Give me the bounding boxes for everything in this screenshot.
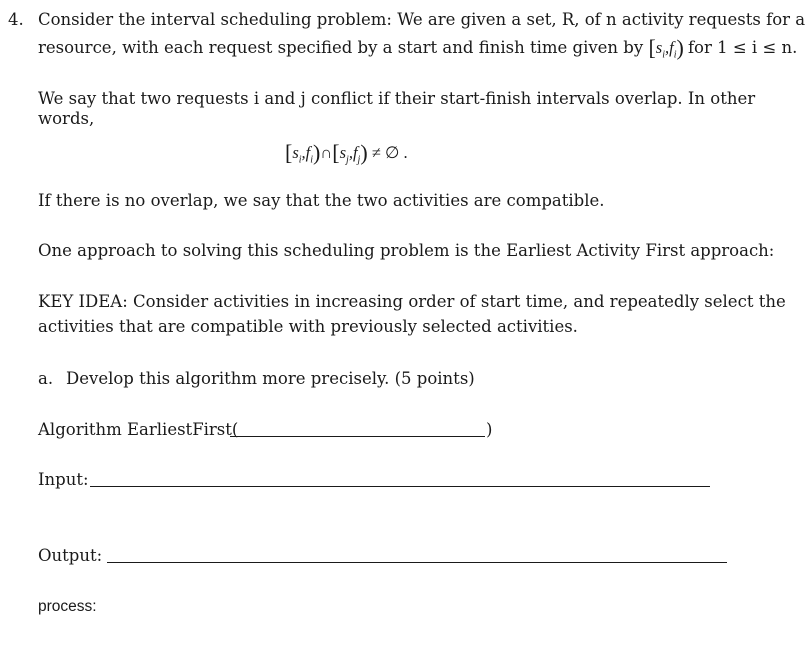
- input-blank[interactable]: [90, 486, 710, 487]
- algorithm-close-paren: ): [486, 420, 493, 439]
- input-label: Input:: [38, 470, 89, 489]
- approach-text: One approach to solving this scheduling problem is the Earliest Activity First approach:: [38, 241, 775, 260]
- process-label: process:: [38, 598, 97, 615]
- key-idea-line-1: KEY IDEA: Consider activities in increasing order of start time, and repeatedly select the: [38, 292, 786, 311]
- part-a-text: Develop this algorithm more precisely. (5 points): [66, 369, 475, 388]
- conflict-formula: $[s_i,f_i)\cap[s_j,f_j)$ ≠ ∅ .: [285, 140, 408, 166]
- intro-line-1: Consider the interval scheduling problem: We are given a set, R, of n activity requests for a: [38, 10, 805, 29]
- algorithm-label: Algorithm EarliestFirst(: [38, 420, 239, 439]
- key-idea-line-2: activities that are compatible with previously selected activities.: [38, 317, 578, 336]
- output-label: Output:: [38, 546, 103, 565]
- conflict-line-1: We say that two requests i and j conflict if their start-finish intervals overlap. In other: [38, 89, 756, 108]
- question-number: 4.: [8, 10, 24, 29]
- interval-notation: $[s_i,f_i)$: [648, 35, 684, 61]
- intro-line-2: resource, with each request specified by a start and finish time given by: [38, 38, 644, 57]
- range-text: for 1 ≤ i ≤ n: [687, 38, 793, 57]
- conflict-line-2: words,: [38, 109, 95, 128]
- part-a-label: a.: [38, 369, 54, 388]
- algorithm-params-blank[interactable]: [230, 436, 485, 437]
- output-blank[interactable]: [107, 562, 727, 563]
- compatible-text: If there is no overlap, we say that the two activities are compatible.: [38, 191, 605, 210]
- intro-line-2-row: resource, with each request specified by a start and finish time given by $[s_i,f_i)$ for 1 ≤ i ≤ n.: [38, 35, 798, 61]
